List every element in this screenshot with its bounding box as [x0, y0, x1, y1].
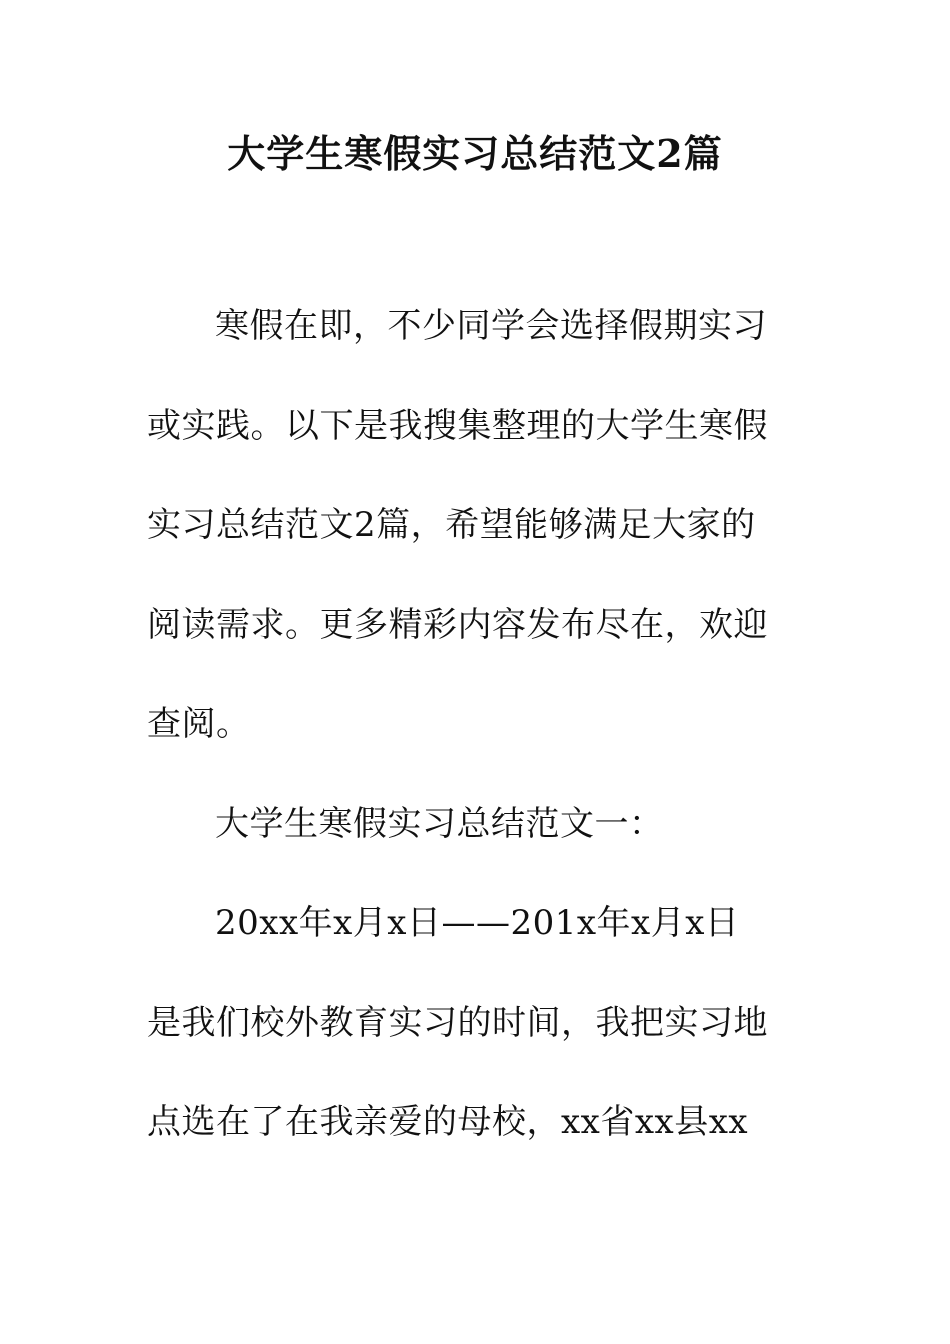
document-title: 大学生寒假实习总结范文2篇	[227, 131, 723, 176]
paragraph-line: 查阅。	[147, 704, 251, 744]
paragraph-line: 实习总结范文2篇，希望能够满足大家的	[147, 505, 756, 545]
paragraph-line: 20xx年x月x日——201x年x月x日	[215, 903, 740, 943]
paragraph-line: 点选在了在我亲爱的母校，xx省xx县xx	[147, 1102, 749, 1142]
paragraph-line: 寒假在即，不少同学会选择假期实习	[215, 306, 767, 346]
section-heading: 大学生寒假实习总结范文一：	[215, 804, 664, 844]
paragraph-line: 或实践。以下是我搜集整理的大学生寒假	[147, 406, 768, 446]
paragraph-line: 阅读需求。更多精彩内容发布尽在，欢迎	[147, 605, 768, 645]
paragraph-line: 是我们校外教育实习的时间，我把实习地	[147, 1003, 768, 1043]
